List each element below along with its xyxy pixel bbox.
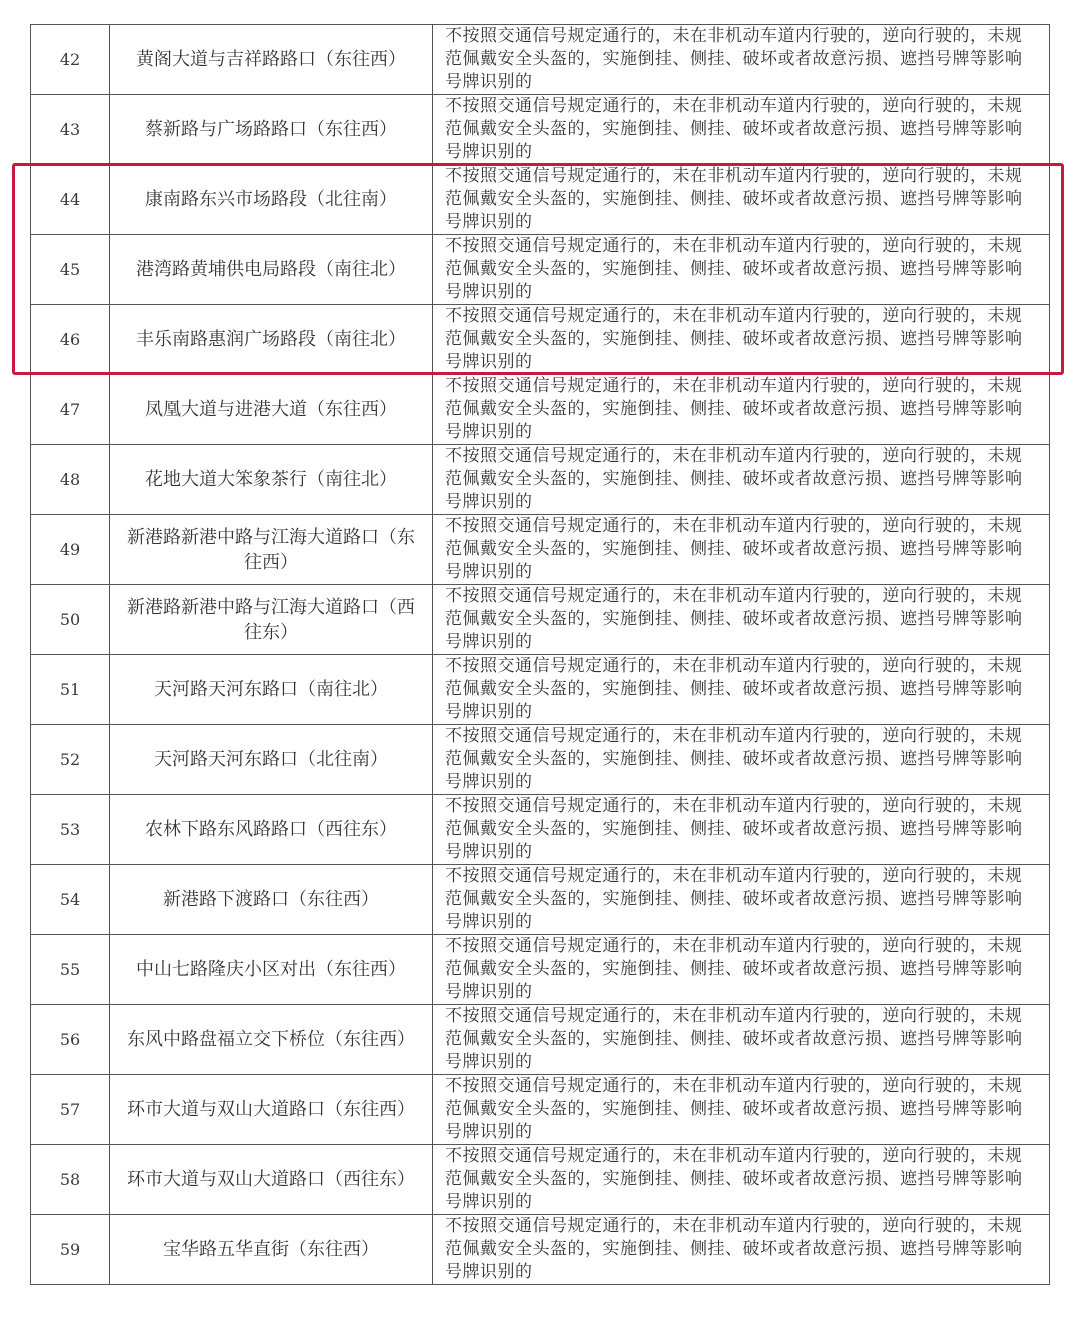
table-row [31, 305, 1050, 375]
row-number: 48 [31, 445, 110, 515]
location-cell: 环市大道与双山大道路口（西往东） [110, 1145, 433, 1215]
table-row [31, 865, 1050, 935]
row-number: 43 [31, 95, 110, 165]
row-number: 46 [31, 305, 110, 375]
location-cell: 丰乐南路惠润广场路段（南往北） [110, 305, 433, 375]
row-number: 50 [31, 585, 110, 655]
violation-cell: 不按照交通信号规定通行的，未在非机动车道内行驶的，逆向行驶的，未规范佩戴安全头盔的，实施倒挂、侧挂、破坏或者故意污损、遮挡号牌等影响号牌识别的 [433, 1145, 1050, 1215]
row-number: 45 [31, 235, 110, 305]
row-number: 56 [31, 1005, 110, 1075]
violation-cell: 不按照交通信号规定通行的，未在非机动车道内行驶的，逆向行驶的，未规范佩戴安全头盔的，实施倒挂、侧挂、破坏或者故意污损、遮挡号牌等影响号牌识别的 [433, 165, 1050, 235]
table-row [31, 585, 1050, 655]
location-cell: 天河路天河东路口（南往北） [110, 655, 433, 725]
location-cell: 东风中路盘福立交下桥位（东往西） [110, 1005, 433, 1075]
table-row [31, 725, 1050, 795]
table-row [31, 1215, 1050, 1285]
violation-cell: 不按照交通信号规定通行的，未在非机动车道内行驶的，逆向行驶的，未规范佩戴安全头盔的，实施倒挂、侧挂、破坏或者故意污损、遮挡号牌等影响号牌识别的 [433, 1215, 1050, 1285]
row-number: 58 [31, 1145, 110, 1215]
table-row [31, 1005, 1050, 1075]
table-row [31, 1145, 1050, 1215]
table-row [31, 375, 1050, 445]
violation-cell: 不按照交通信号规定通行的，未在非机动车道内行驶的，逆向行驶的，未规范佩戴安全头盔的，实施倒挂、侧挂、破坏或者故意污损、遮挡号牌等影响号牌识别的 [433, 935, 1050, 1005]
location-cell: 宝华路五华直街（东往西） [110, 1215, 433, 1285]
location-cell: 黄阁大道与吉祥路路口（东往西） [110, 25, 433, 95]
location-cell: 新港路新港中路与江海大道路口（东往西） [110, 515, 433, 585]
violation-cell: 不按照交通信号规定通行的，未在非机动车道内行驶的，逆向行驶的，未规范佩戴安全头盔的，实施倒挂、侧挂、破坏或者故意污损、遮挡号牌等影响号牌识别的 [433, 95, 1050, 165]
row-number: 57 [31, 1075, 110, 1145]
row-number: 53 [31, 795, 110, 865]
location-cell: 环市大道与双山大道路口（东往西） [110, 1075, 433, 1145]
table-row [31, 95, 1050, 165]
violation-cell: 不按照交通信号规定通行的，未在非机动车道内行驶的，逆向行驶的，未规范佩戴安全头盔的，实施倒挂、侧挂、破坏或者故意污损、遮挡号牌等影响号牌识别的 [433, 445, 1050, 515]
table-row [31, 165, 1050, 235]
violation-cell: 不按照交通信号规定通行的，未在非机动车道内行驶的，逆向行驶的，未规范佩戴安全头盔的，实施倒挂、侧挂、破坏或者故意污损、遮挡号牌等影响号牌识别的 [433, 305, 1050, 375]
location-cell: 天河路天河东路口（北往南） [110, 725, 433, 795]
table-row [31, 935, 1050, 1005]
row-number: 42 [31, 25, 110, 95]
violation-cell: 不按照交通信号规定通行的，未在非机动车道内行驶的，逆向行驶的，未规范佩戴安全头盔的，实施倒挂、侧挂、破坏或者故意污损、遮挡号牌等影响号牌识别的 [433, 725, 1050, 795]
table-body [31, 25, 1050, 1285]
table-row [31, 515, 1050, 585]
table-row [31, 795, 1050, 865]
violation-location-table [30, 24, 1050, 1285]
row-number: 49 [31, 515, 110, 585]
location-cell: 港湾路黄埔供电局路段（南往北） [110, 235, 433, 305]
row-number: 47 [31, 375, 110, 445]
location-cell: 花地大道大笨象茶行（南往北） [110, 445, 433, 515]
location-cell: 康南路东兴市场路段（北往南） [110, 165, 433, 235]
violation-cell: 不按照交通信号规定通行的，未在非机动车道内行驶的，逆向行驶的，未规范佩戴安全头盔的，实施倒挂、侧挂、破坏或者故意污损、遮挡号牌等影响号牌识别的 [433, 1005, 1050, 1075]
row-number: 55 [31, 935, 110, 1005]
row-number: 59 [31, 1215, 110, 1285]
violation-cell: 不按照交通信号规定通行的，未在非机动车道内行驶的，逆向行驶的，未规范佩戴安全头盔的，实施倒挂、侧挂、破坏或者故意污损、遮挡号牌等影响号牌识别的 [433, 1075, 1050, 1145]
location-cell: 农林下路东风路路口（西往东） [110, 795, 433, 865]
violation-cell: 不按照交通信号规定通行的，未在非机动车道内行驶的，逆向行驶的，未规范佩戴安全头盔的，实施倒挂、侧挂、破坏或者故意污损、遮挡号牌等影响号牌识别的 [433, 515, 1050, 585]
location-cell: 新港路新港中路与江海大道路口（西往东） [110, 585, 433, 655]
table-row [31, 25, 1050, 95]
row-number: 52 [31, 725, 110, 795]
violation-cell: 不按照交通信号规定通行的，未在非机动车道内行驶的，逆向行驶的，未规范佩戴安全头盔的，实施倒挂、侧挂、破坏或者故意污损、遮挡号牌等影响号牌识别的 [433, 655, 1050, 725]
location-cell: 蔡新路与广场路路口（东往西） [110, 95, 433, 165]
violation-cell: 不按照交通信号规定通行的，未在非机动车道内行驶的，逆向行驶的，未规范佩戴安全头盔的，实施倒挂、侧挂、破坏或者故意污损、遮挡号牌等影响号牌识别的 [433, 235, 1050, 305]
location-cell: 新港路下渡路口（东往西） [110, 865, 433, 935]
table-row [31, 445, 1050, 515]
row-number: 51 [31, 655, 110, 725]
location-cell: 凤凰大道与进港大道（东往西） [110, 375, 433, 445]
table-row [31, 655, 1050, 725]
violation-cell: 不按照交通信号规定通行的，未在非机动车道内行驶的，逆向行驶的，未规范佩戴安全头盔的，实施倒挂、侧挂、破坏或者故意污损、遮挡号牌等影响号牌识别的 [433, 795, 1050, 865]
row-number: 54 [31, 865, 110, 935]
row-number: 44 [31, 165, 110, 235]
table-row [31, 235, 1050, 305]
violation-cell: 不按照交通信号规定通行的，未在非机动车道内行驶的，逆向行驶的，未规范佩戴安全头盔的，实施倒挂、侧挂、破坏或者故意污损、遮挡号牌等影响号牌识别的 [433, 865, 1050, 935]
table-row [31, 1075, 1050, 1145]
violation-cell: 不按照交通信号规定通行的，未在非机动车道内行驶的，逆向行驶的，未规范佩戴安全头盔的，实施倒挂、侧挂、破坏或者故意污损、遮挡号牌等影响号牌识别的 [433, 585, 1050, 655]
violation-cell: 不按照交通信号规定通行的，未在非机动车道内行驶的，逆向行驶的，未规范佩戴安全头盔的，实施倒挂、侧挂、破坏或者故意污损、遮挡号牌等影响号牌识别的 [433, 375, 1050, 445]
violation-cell: 不按照交通信号规定通行的，未在非机动车道内行驶的，逆向行驶的，未规范佩戴安全头盔的，实施倒挂、侧挂、破坏或者故意污损、遮挡号牌等影响号牌识别的 [433, 25, 1050, 95]
location-cell: 中山七路隆庆小区对出（东往西） [110, 935, 433, 1005]
